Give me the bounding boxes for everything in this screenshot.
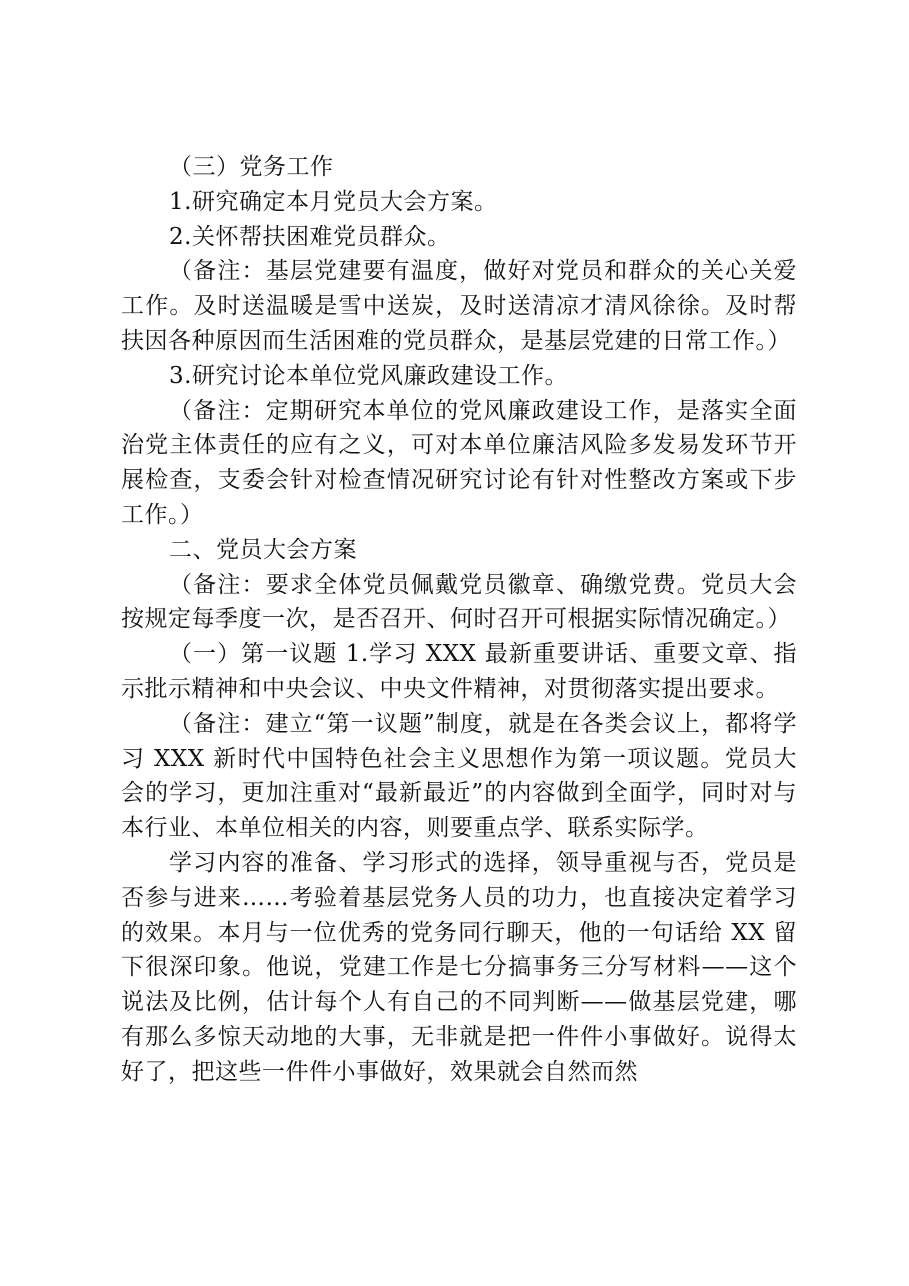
list-item-3: 3.研究讨论本单位党风廉政建设工作。: [169, 362, 568, 389]
list-item-2: 2.关怀帮扶困难党员群众。: [169, 223, 451, 250]
list-item-1: 1.研究确定本月党员大会方案。: [169, 188, 498, 215]
first-topic-paragraph: （一）第一议题 1.学习 XXX 最新重要讲话、重要文章、指示批示精神和中央会议、中央文件精神，对贯彻落实提出要求。: [121, 641, 797, 702]
document-body: [121, 150, 797, 1090]
note-paragraph-3: （备注：要求全体党员佩戴党员徽章、确缴党费。党员大会按规定每季度一次，是否召开、何时召开可根据实际情况确定。）: [121, 571, 797, 633]
section-heading-party-affairs: （三）党务工作: [169, 154, 334, 180]
note-paragraph-4: （备注：建立“第一议题”制度，就是在各类会议上，都将学习 XXX 新时代中国特色社会主义思想作为第一项议题。党员大会的学习，更加注重对“最新最近”的内容做到全面学，同时对与本行业、本单位相关的内容，则要重点学、联系实际学。: [121, 710, 797, 842]
body-paragraph: 学习内容的准备、学习形式的选择，领导重视与否，党员是否参与进来……考验着基层党务人员的功力，也直接决定着学习的效果。本月与一位优秀的党务同行聊天，他的一句话给 XX 留下很深印象。他说，党建工作是七分搞事务三分写材料——这个说法及比例，估计每个人有自己的不同判断——做基层党建，哪有那么多惊天动地的大事，无非就是把一件件小事做好。说得太好了，把这些一件件小事做好，效果就会自然而然: [121, 849, 797, 1085]
note-paragraph-2: （备注：定期研究本单位的党风廉政建设工作，是落实全面治党主体责任的应有之义，可对本单位廉洁风险多发易发环节开展检查，支委会针对检查情况研究讨论有针对性整改方案或下步工作。）: [121, 397, 797, 528]
section-heading-member-meeting: 二、党员大会方案: [169, 536, 357, 563]
note-paragraph-1: （备注：基层党建要有温度，做好对党员和群众的关心关爱工作。及时送温暖是雪中送炭，及时送清凉才清风徐徐。及时帮扶因各种原因而生活困难的党员群众，是基层党建的日常工作。）: [121, 258, 797, 354]
